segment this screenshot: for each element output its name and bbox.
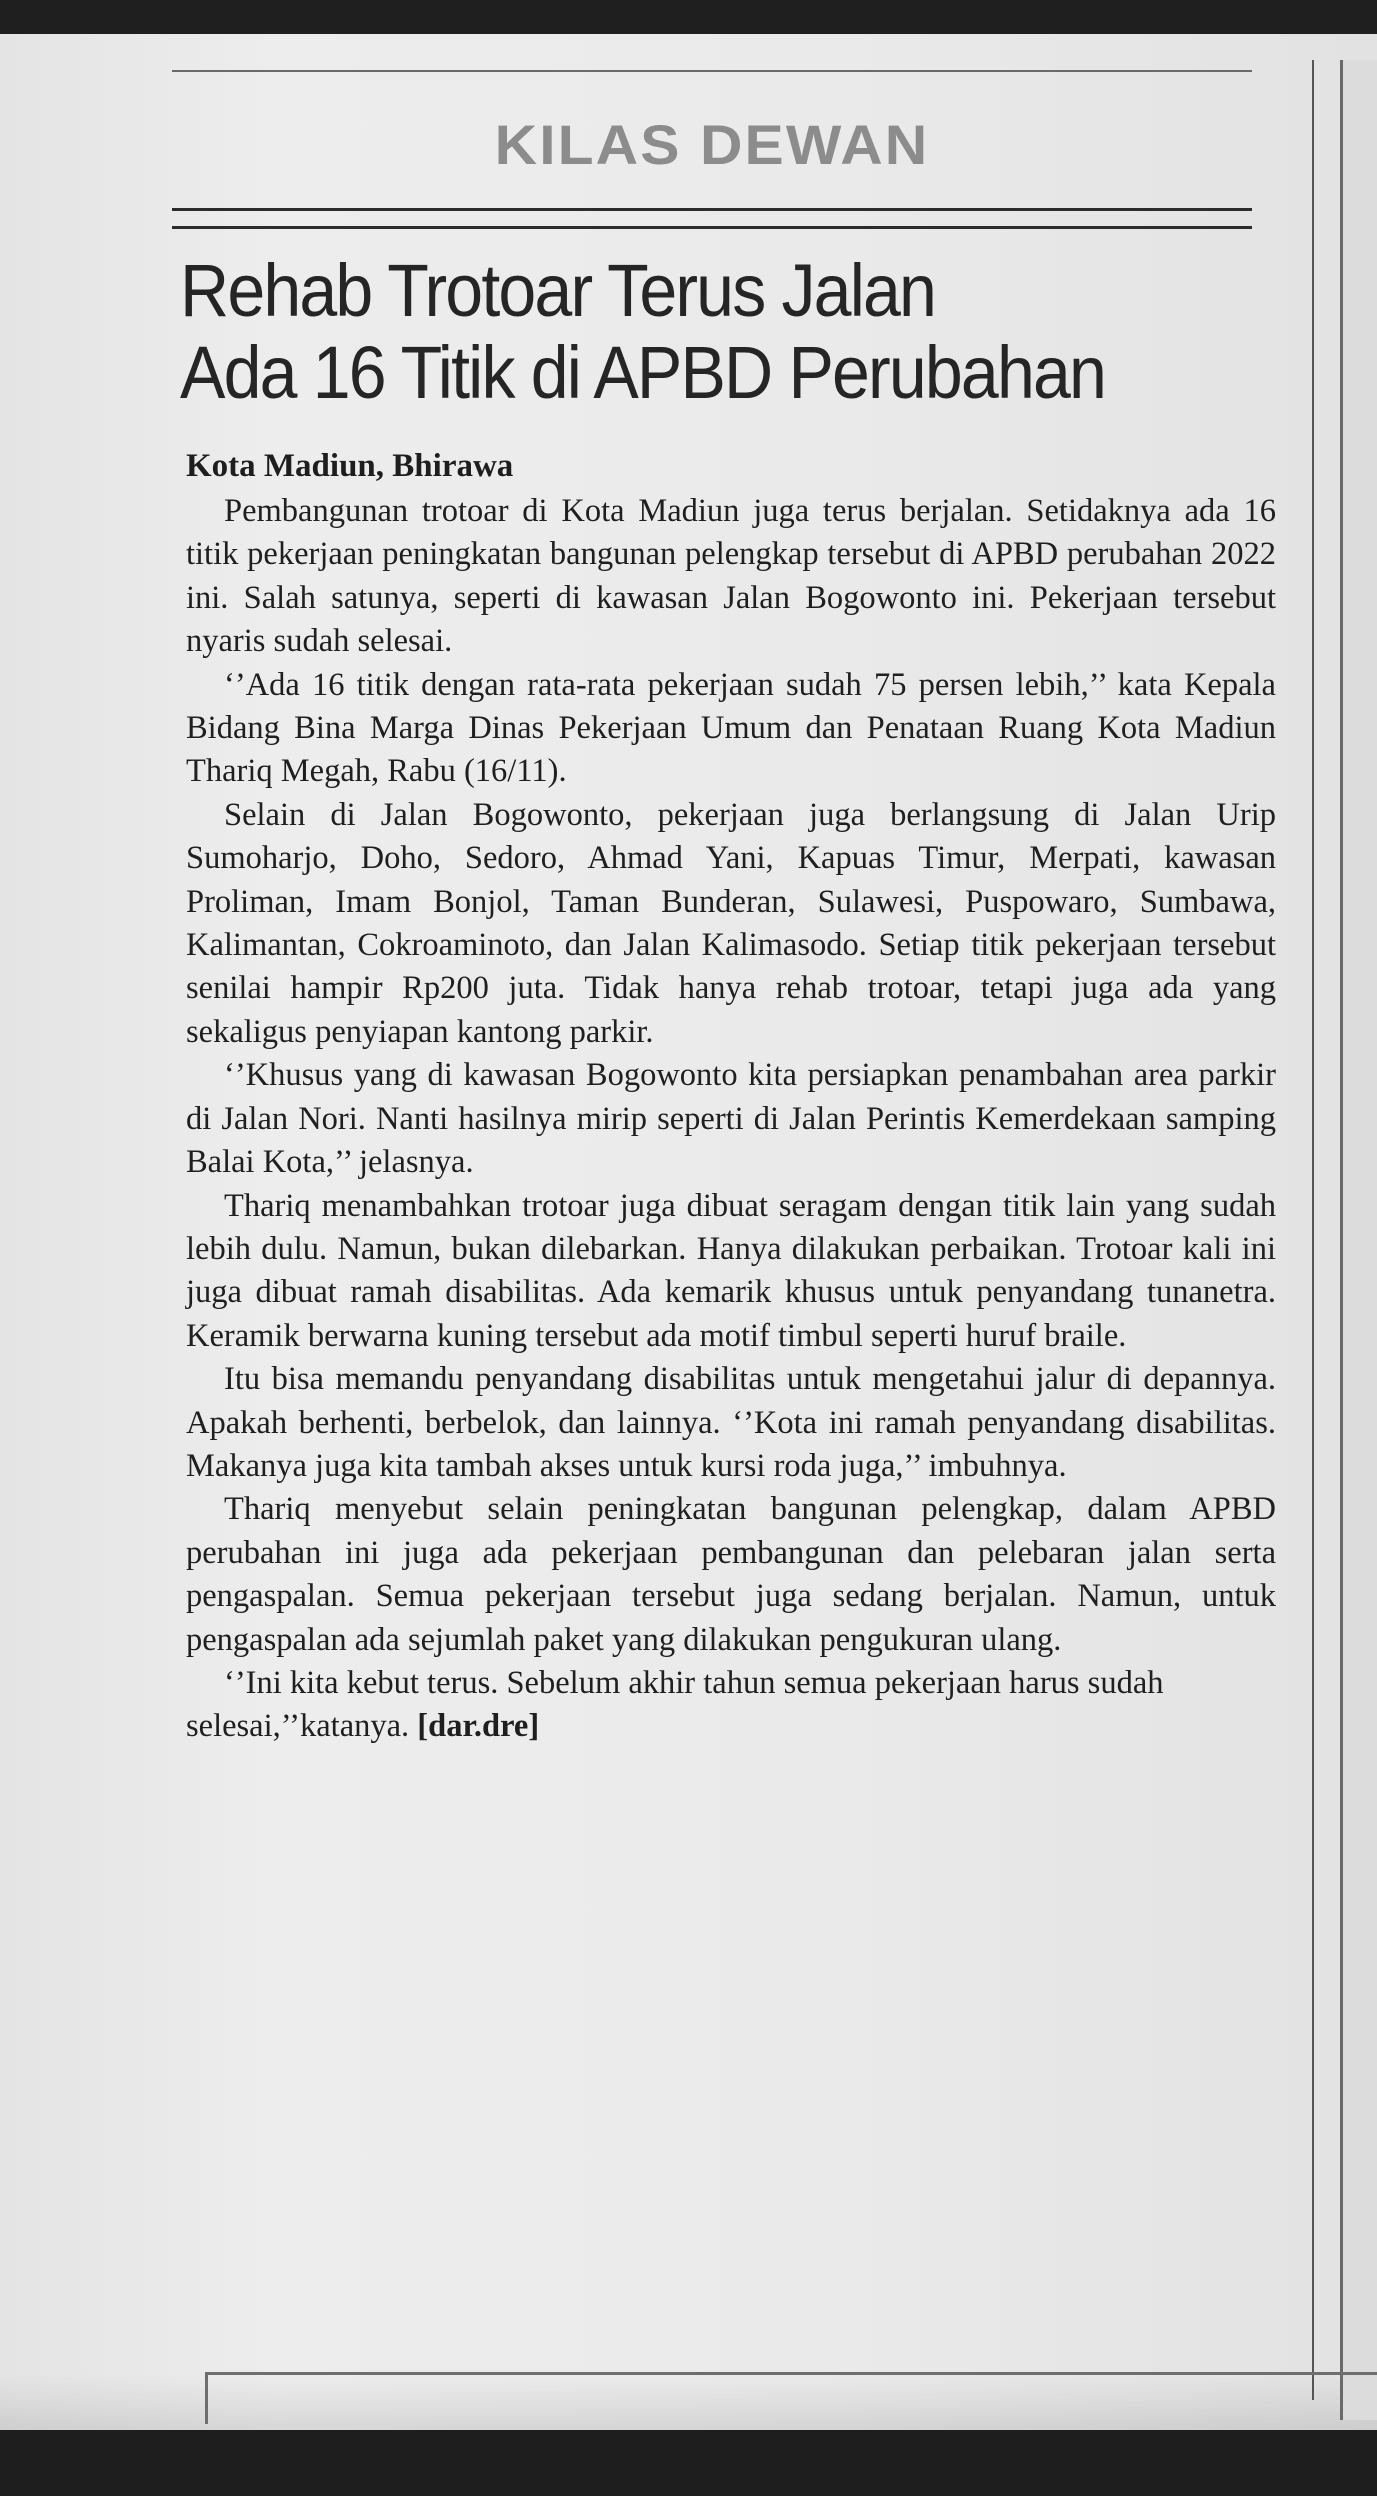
author-credit: [dar.dre] (417, 1708, 540, 1745)
paragraph: Pembangunan trotoar di Kota Madiun juga terus berjalan. Setidaknya ada 16 titik pekerjaan peningkatan bangunan pelengkap tersebut di APBD perubahan 2022 ini. Salah satunya, seperti di kawasan Jalan Bogowonto ini. Pekerjaan tersebut nyaris sudah selesai. (186, 493, 1276, 660)
headline-line-2: Ada 16 Titik di APBD Perubahan (180, 331, 1106, 414)
scan-bottom-border (0, 2430, 1377, 2496)
paragraph: ‘’Ada 16 titik dengan rata-rata pekerjaan sudah 75 persen lebih,’’ kata Kepala Bidang Bina Marga Dinas Pekerjaan Umum dan Penataan Ruang Kota Madiun Thariq Megah, Rabu (16/11). (186, 666, 1276, 790)
closing-quote: ‘’Ini kita kebut terus. Sebelum akhir tahun semua pekerjaan harus sudah selesai,’’katanya. (186, 1664, 1164, 1745)
paragraph: Selain di Jalan Bogowonto, pekerjaan juga berlangsung di Jalan Urip Sumoharjo, Doho, Sedoro, Ahmad Yani, Kapuas Timur, Merpati, kawasan Proliman, Imam Bonjol, Taman Bunderan, Sulawesi, Puspowaro, Sumbawa, Kalimantan, Cokroaminoto, dan Jalan Kalimasodo. Setiap titik pekerjaan tersebut senilai hampir Rp200 juta. Tidak hanya rehab trotoar, tetapi juga ada yang sekaligus penyiapan kantong parkir. (186, 796, 1276, 1050)
paragraph: ‘’Khusus yang di kawasan Bogowonto kita persiapkan penambahan area parkir di Jalan Nori. Nanti hasilnya mirip seperti di Jalan Perintis Kemerdekaan samping Balai Kota,’’ jelasnya. (186, 1057, 1276, 1181)
paragraph: Itu bisa memandu penyandang disabilitas untuk mengetahui jalur di depannya. Apakah berhenti, berbelok, dan lainnya. ‘’Kota ini ramah penyandang disabilitas. Makanya juga kita tambah akses untuk kursi roda juga,’’ imbuhnya. (186, 1361, 1276, 1484)
article-headline (180, 250, 1290, 414)
article-body (186, 490, 1276, 1749)
bottom-frame-corner (205, 2372, 208, 2424)
headline-line-1: Rehab Trotoar Terus Jalan (180, 249, 936, 332)
paragraph-last (186, 1662, 1276, 1749)
bottom-frame-rule (205, 2372, 1377, 2375)
dateline: Kota Madiun, Bhirawa (186, 448, 514, 484)
paragraph: Thariq menyebut selain peningkatan bangunan pelengkap, dalam APBD perubahan ini juga ada pekerjaan pembangunan dan pelebaran jalan serta pengaspalan. Semua pekerjaan tersebut juga sedang berjalan. Namun, untuk pengaspalan ada sejumlah paket yang dilakukan pengukuran ulang. (186, 1491, 1276, 1658)
section-kicker: KILAS DEWAN (494, 113, 930, 176)
column-divider (1312, 60, 1314, 2400)
double-rule-lower (172, 226, 1252, 229)
top-rule (172, 70, 1252, 72)
adjacent-column-edge (1340, 60, 1377, 2420)
paragraph: Thariq menambahkan trotoar juga dibuat seragam dengan titik lain yang sudah lebih dulu. Namun, bukan dilebarkan. Hanya dilakukan perbaikan. Trotoar kali ini juga dibuat ramah disabilitas. Ada kemarik khusus untuk penyandang tunanetra. Keramik berwarna kuning tersebut ada motif timbul seperti huruf braile. (186, 1187, 1276, 1354)
double-rule-upper (172, 208, 1252, 211)
